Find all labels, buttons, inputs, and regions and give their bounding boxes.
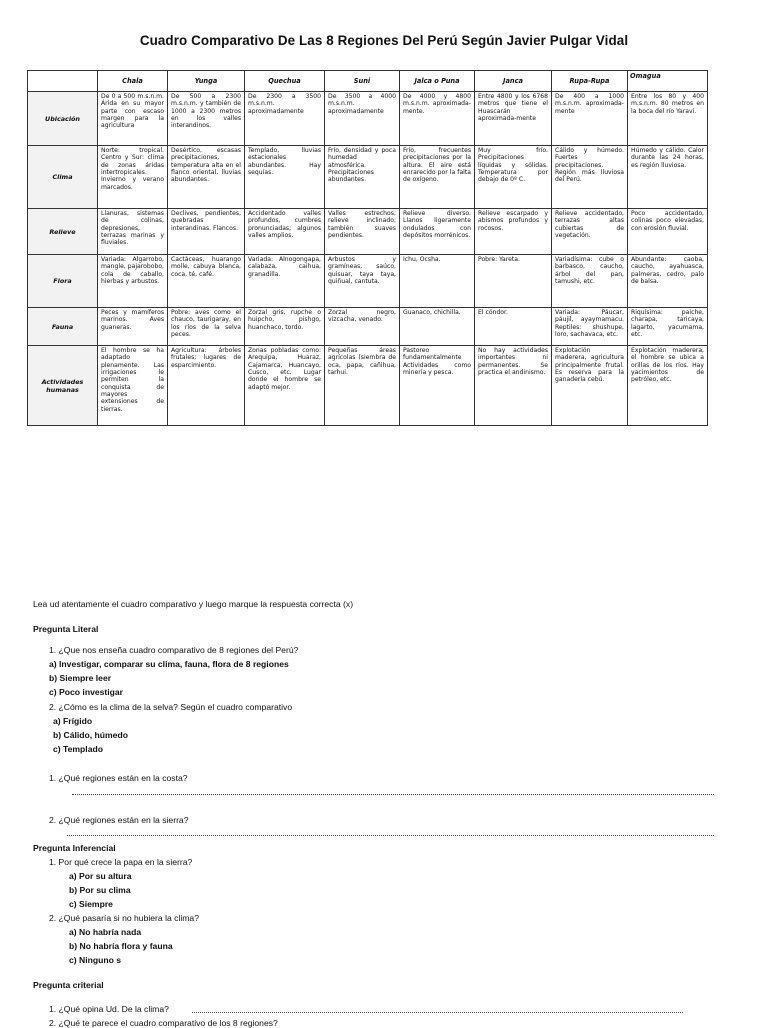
question-literal-open-1: 1. ¿Qué regiones están en la costa? (49, 773, 188, 783)
cell-text: Frío, frecuentes precipitaciones por la altura. El aire está enrarecido por la falta de oxígeno. (403, 147, 471, 184)
cell-text: Guanaco, chichilla. (403, 309, 461, 316)
cell-text: Desértico, escasas precipitaciones, temperatura alta en el flanco oriental, lluvias abundantes. (171, 147, 241, 184)
table-cell (245, 92, 325, 146)
column-header-rupa-rupa: Rupa-Rupa (552, 71, 628, 92)
table-cell (98, 92, 168, 146)
table-cell (168, 146, 245, 209)
cell-text: Explotación maderera, agricultura principalmente frutal. Es reserva para la ganadería cebú. (555, 347, 624, 384)
cell-text: De 500 a 2300 m.s.n.m. y también de 1000 a 2300 metros en los valles interandinos. (171, 93, 241, 130)
cell-text: Pobre: aves como el chauco, taurigaray, en los ríos de la selva peces. (171, 309, 241, 338)
cell-text: Frío, densidad y poca humedad atmosférica. Precipitaciones abundantes. (328, 147, 396, 184)
cell-text: Variada: Alnogongapa, calabaza, caihua, granadilla. (248, 256, 321, 278)
table-cell (245, 255, 325, 308)
cell-text: Pobre: Yareta. (478, 256, 520, 263)
cell-text: Cactáceas, huarango molle, cabuya blanca, coca, té, café. (171, 256, 241, 278)
section-heading-inferencial: Pregunta Inferencial (33, 843, 116, 853)
table-cell (628, 146, 708, 209)
table-cell (98, 209, 168, 255)
table-cell (245, 346, 325, 426)
cell-text: De 3500 a 4000 m.s.n.m. aproximadamente (328, 93, 396, 115)
cell-text: Variada: Algarrobo, mangle, pajarobobo, cola de caballo, hierbas y arbustos. (101, 256, 164, 285)
table-cell (400, 92, 475, 146)
table-cell (628, 346, 708, 426)
table-cell (168, 209, 245, 255)
column-header-suni: Suni (325, 71, 400, 92)
table-row-ubicacion (28, 92, 708, 146)
cell-text: De 2300 a 3500 m.s.n.m. aproximadamente (248, 93, 321, 115)
table-cell (168, 92, 245, 146)
table-cell (628, 209, 708, 255)
column-header-yunga: Yunga (168, 71, 245, 92)
column-header-jalca-puna: Jalca o Puna (400, 71, 475, 92)
table-cell (400, 209, 475, 255)
cell-text: Muy frío. Precipitaciones líquidas y sólidas. Temperatura por debajo de 0º C. (478, 147, 548, 184)
question-literal-open-2: 2. ¿Qué regiones están en la sierra? (49, 815, 189, 825)
cell-text: De 0 a 500 m.s.n.m. Árida en su mayor parte con escaso margen para la agricultura (101, 93, 164, 130)
table-cell (475, 255, 552, 308)
table-cell (475, 92, 552, 146)
table-cell (552, 92, 628, 146)
table-cell (325, 92, 400, 146)
table-cell (98, 308, 168, 346)
table-cell (98, 346, 168, 426)
answer-line[interactable] (192, 1011, 683, 1013)
cell-text: De 4000 y 4800 m.s.n.m. aproximada-mente. (403, 93, 471, 115)
cell-text: Riquísima: paiche, charapa, taricaya, lagarto, yacumama, etc. (631, 309, 704, 338)
option-literal-1a[interactable]: a) Investigar, comparar su clima, fauna, flora de 8 regiones (49, 659, 289, 669)
table-corner-cell (28, 71, 98, 92)
column-header-quechua: Quechua (245, 71, 325, 92)
cell-text: Zorzal negro, vizcacha, venado. (328, 309, 396, 324)
table-cell (628, 255, 708, 308)
column-header-janca: Janca (475, 71, 552, 92)
cell-text: Norte: tropical. Centro y Sur: clima de zonas áridas intertropicales. Invierno y verano marcados. (101, 147, 164, 191)
table-cell (168, 346, 245, 426)
table-cell (325, 308, 400, 346)
cell-text: Explotación maderera, el hombre se ubica a orillas de los ríos. Hay yacimientos de petróleo, etc. (631, 347, 704, 384)
table-cell (475, 209, 552, 255)
question-inferencial-1: 1. Por qué crece la papa en la sierra? (49, 857, 193, 867)
cell-text: Pastoreo fundamentalmente Actividades como minería y pesca. (403, 347, 471, 376)
table-cell (552, 209, 628, 255)
option-inferencial-2a[interactable]: a) No habría nada (69, 927, 142, 937)
option-literal-1b[interactable]: b) Siempre leer (49, 673, 112, 683)
section-heading-criterial: Pregunta criterial (33, 980, 104, 990)
option-literal-2b[interactable]: b) Cálido, húmedo (53, 730, 128, 740)
table-row-actividades (28, 346, 708, 426)
cell-text: Variada: Páucar, páujil, ayaymamacu. Reptiles: shushupe, loro, sachavaca, etc. (555, 309, 624, 338)
table-row-clima (28, 146, 708, 209)
table-cell (168, 308, 245, 346)
option-literal-2c[interactable]: c) Templado (53, 744, 103, 754)
table-cell (475, 346, 552, 426)
answer-line[interactable] (72, 793, 714, 795)
cell-text: Agricultura: árboles frutales; lugares de esparcimiento. (171, 347, 241, 369)
option-literal-2a[interactable]: a) Frígido (53, 716, 93, 726)
section-heading-literal: Pregunta Literal (33, 624, 99, 634)
cell-text: Peces y mamíferos marinos. Aves guaneras. (101, 309, 164, 331)
table-cell (325, 209, 400, 255)
table-cell (245, 146, 325, 209)
row-header: Ubicación (28, 92, 98, 146)
question-literal-1: 1. ¿Que nos enseña cuadro comparativo de 8 regiones del Perú? (49, 645, 299, 655)
table-cell (400, 308, 475, 346)
row-header: Flora (28, 255, 98, 308)
table-cell (245, 308, 325, 346)
cell-text: Declives, pendientes, quebradas interandinas. Flancos. (171, 210, 241, 232)
column-header-chala: Chala (98, 71, 168, 92)
cell-text: Relieve accidentado, terrazas altas cubiertas de vegetación. (555, 210, 624, 239)
table-cell (628, 308, 708, 346)
cell-text: No hay actividades importantes ni permanentes. Se practica el andinismo. (478, 347, 548, 376)
cell-text: Accidentado valles profundos, cumbres pronunciadas; algunos valles amplios. (248, 210, 321, 239)
cell-text: Zorzal gris, rupche o huipcho, pishgo, huanchaco, tordo. (248, 309, 321, 331)
table-row-relieve (28, 209, 708, 255)
option-inferencial-1a[interactable]: a) Por su altura (69, 871, 132, 881)
cell-text: El hombre se ha adaptado plenamente. Las irrigaciones le permiten la conquista de mayores extensiones de tierras. (101, 347, 164, 413)
table-cell (325, 146, 400, 209)
column-header-omagua: Omagua (628, 71, 708, 92)
row-header: Actividades humanas (28, 346, 98, 426)
cell-text: Valles estrechos; relieve inclinado; también suaves pendientes. (328, 210, 396, 239)
cell-text: De 400 a 1000 m.s.n.m. aproximada-mente (555, 93, 624, 115)
row-header: Clima (28, 146, 98, 209)
table-cell (400, 146, 475, 209)
table-row-fauna (28, 308, 708, 346)
cell-text: Variadísima: cube o barbasco, caucho, árbol del pan, tamushi, etc. (555, 256, 624, 285)
cell-text: Entre 4800 y los 6768 metros que tiene el Huascarán aproximada-mente (478, 93, 548, 122)
table-cell (325, 255, 400, 308)
table-row-flora (28, 255, 708, 308)
cell-text: Ichu, Ocsha. (403, 256, 441, 263)
question-inferencial-2: 2. ¿Qué pasaría si no hubiera la clima? (49, 913, 199, 923)
instructions-text: Lea ud atentamente el cuadro comparativo y luego marque la respuesta correcta (x) (33, 599, 354, 609)
table-cell (245, 209, 325, 255)
table-cell (628, 92, 708, 146)
table-cell (552, 255, 628, 308)
table-cell (98, 255, 168, 308)
cell-text: Templado, lluvias estacionales abundantes. Hay sequías. (248, 147, 321, 176)
table-cell (168, 255, 245, 308)
cell-text: El cóndor. (478, 309, 508, 316)
table-cell (552, 308, 628, 346)
cell-text: Entre los 80 y 400 m.s.n.m. 80 metros en la boca del río Yaraví. (631, 93, 704, 115)
question-criterial-2: 2. ¿Qué te parece el cuadro comparativo de los 8 regiones? (49, 1018, 278, 1028)
table-cell (98, 146, 168, 209)
option-inferencial-1b[interactable]: b) Por su clima (69, 885, 131, 895)
option-inferencial-2c[interactable]: c) Ninguno s (69, 955, 122, 965)
cell-text: Arbustos y gramíneas, saúco, quisuar, taya taya, quiñual, cantuta. (328, 256, 396, 285)
cell-text: Pequeñas áreas agrícolas (siembra de oca, papa, cañihua, tarhui. (328, 347, 396, 376)
option-inferencial-1c[interactable]: c) Siempre (69, 899, 113, 909)
row-header: Fauna (28, 308, 98, 346)
table-cell (400, 255, 475, 308)
cell-text: Abundante: caoba, caucho, ayahuasca, palmeras, cedro, palo de balsa. (631, 256, 704, 285)
cell-text: Poco accidentado, colinas poco elevadas, con erosión fluvial. (631, 210, 704, 232)
cell-text: Llanuras, sistemas de colinas, depresiones, terrazas marinas y fluviales. (101, 210, 164, 247)
table-cell (325, 346, 400, 426)
cell-text: Zonas pobladas como: Arequipa, Huaraz, Cajamarca, Huancayo, Cusco, etc. Lugar donde el hombre se adaptó mejor. (248, 347, 321, 391)
cell-text: Relieve escarpado y abismos profundos y rocosos. (478, 210, 548, 232)
cell-text: Húmedo y cálido. Calor durante las 24 horas, es región lluviosa. (631, 147, 704, 169)
row-header: Relieve (28, 209, 98, 255)
cell-text: Cálido y húmedo. Fuertes precipitaciones. Región más lluviosa del Perú. (555, 147, 624, 184)
table-cell (552, 146, 628, 209)
table-cell (400, 346, 475, 426)
table-cell (475, 308, 552, 346)
document-title: Cuadro Comparativo De Las 8 Regiones Del Perú Según Javier Pulgar Vidal (139, 33, 629, 48)
option-inferencial-2b[interactable]: b) No habría flora y fauna (69, 941, 173, 951)
question-criterial-1: 1. ¿Qué opina Ud. De la clima? (49, 1004, 169, 1014)
comparison-table (27, 70, 708, 426)
table-cell (552, 346, 628, 426)
table-header-row (28, 71, 708, 92)
option-literal-1c[interactable]: c) Poco investigar (49, 687, 124, 697)
question-literal-2: 2. ¿Cómo es la clima de la selva? Según el cuadro comparativo (49, 702, 293, 712)
answer-line[interactable] (67, 834, 714, 836)
cell-text: Relieve diverso. Llanos ligeramente ondulados con depósitos morrénicos. (403, 210, 471, 239)
table-cell (475, 146, 552, 209)
